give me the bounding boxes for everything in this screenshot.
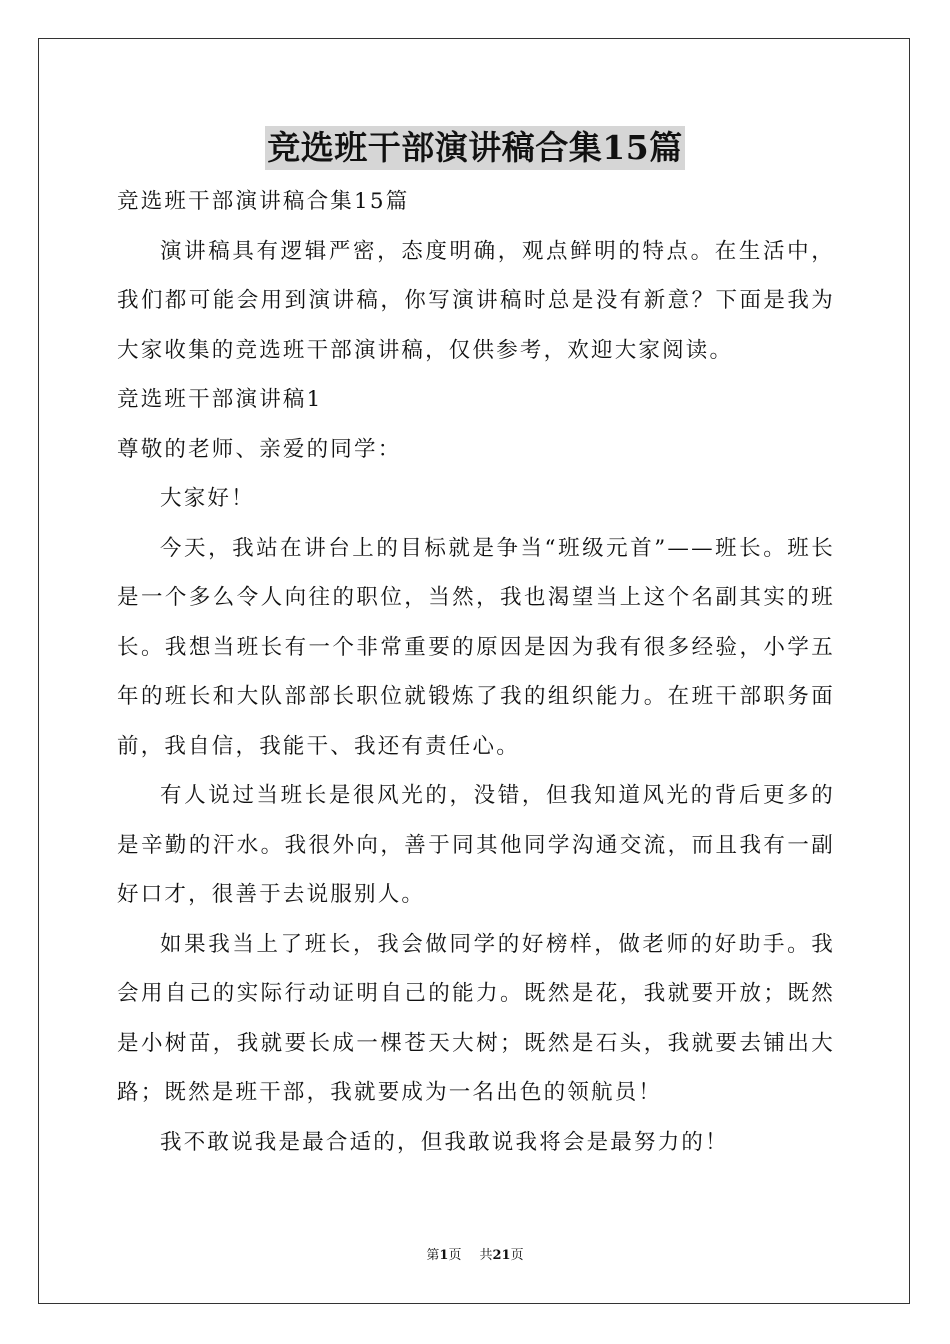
paragraph-section-heading: 竞选班干部演讲稿1 — [117, 387, 323, 412]
page-current: 1 — [439, 1248, 449, 1263]
paragraph-intro: 演讲稿具有逻辑严密，态度明确，观点鲜明的特点。在生活中，我们都可能会用到演讲稿，你写演讲稿时总是没有新意？下面是我为大家收集的竞选班干部演讲稿，仅供参考，欢迎大家阅读。 — [117, 238, 835, 363]
total-prefix: 共 — [479, 1248, 493, 1263]
paragraph-greeting: 大家好！ — [160, 486, 255, 511]
page-suffix: 页 — [448, 1248, 462, 1263]
page-footer — [0, 1247, 950, 1265]
paragraph-body-2: 有人说过当班长是很风光的，没错，但我知道风光的背后更多的是辛勤的汗水。我很外向，善于同其他同学沟通交流，而且我有一副好口才，很善于去说服别人。 — [117, 783, 835, 907]
paragraph-body-4: 我不敢说我是最合适的，但我敢说我将会是最努力的！ — [160, 1129, 729, 1155]
page-total: 21 — [492, 1248, 511, 1263]
paragraph-body-1: 今天，我站在讲台上的目标就是争当“班级元首”——班长。班长是一个多么令人向往的职位，当然，我也渴望当上这个名副其实的班长。我想当班长有一个非常重要的原因是因为我有很多经验，小学五年的班长和大队部部长职位就锻炼了我的组织能力。在班干部职务面前，我自信，我能干、我还有责任心。 — [117, 535, 835, 759]
paragraph-body-3: 如果我当上了班长，我会做同学的好榜样，做老师的好助手。我会用自己的实际行动证明自己的能力。既然是花，我就要开放；既然是小树苗，我就要长成一棵苍天大树；既然是石头，我就要去铺出大路；既然是班干部，我就要成为一名出色的领航员！ — [117, 931, 835, 1105]
title-wrap — [0, 126, 950, 170]
page-title: 竞选班干部演讲稿合集15篇 — [265, 126, 684, 170]
page-prefix: 第 — [426, 1248, 440, 1263]
paragraph-salutation: 尊敬的老师、亲爱的同学： — [117, 436, 402, 462]
document-body — [117, 177, 835, 1167]
total-suffix: 页 — [510, 1248, 524, 1263]
paragraph-subtitle: 竞选班干部演讲稿合集15篇 — [117, 189, 410, 214]
